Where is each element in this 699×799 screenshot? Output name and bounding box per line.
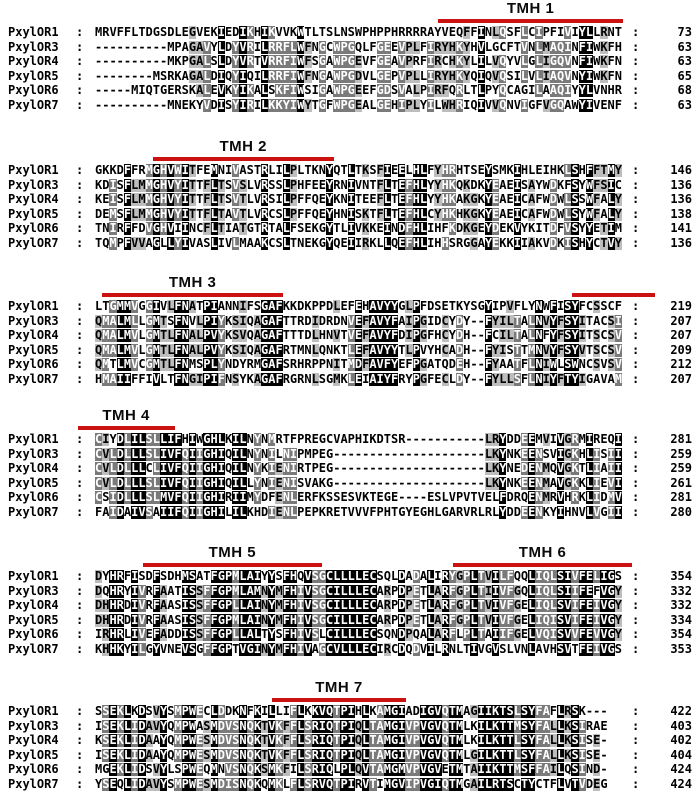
sequence-name: PxylOR1: [8, 299, 59, 313]
tmh-bar: [272, 698, 406, 702]
sequence-name: PxylOR5: [8, 206, 59, 221]
sequence-name: PxylOR6: [8, 490, 59, 505]
sequence-name: PxylOR7: [8, 97, 59, 112]
sequence-name: PxylOR5: [8, 342, 59, 357]
separator-colon: :: [76, 371, 84, 386]
separator-colon: :: [632, 371, 640, 386]
separator-colon: :: [76, 206, 84, 221]
alignment-row: [0, 357, 699, 371]
residue-count: 354: [670, 569, 692, 583]
separator-colon: :: [76, 627, 84, 642]
tmh-label: TMH 5: [208, 544, 257, 561]
alignment-row: [0, 236, 699, 250]
tmh-bar: [572, 293, 655, 297]
sequence-name: PxylOR3: [8, 313, 59, 328]
separator-colon: :: [76, 83, 84, 98]
alignment-row: [0, 40, 699, 54]
sequence-name: PxylOR5: [8, 68, 59, 83]
residue-count: 219: [670, 299, 692, 313]
residue-count: 63: [677, 39, 692, 54]
separator-colon: :: [76, 490, 84, 505]
sequence-residues: HMAIIFFIVLTFNGIPIFNSYKAGAFRGRNLSGMKLEIAIYFRYPGFECLDY--FYLLSFLNIYFTYIGAVAM: [95, 371, 622, 386]
separator-colon: :: [632, 583, 640, 598]
sequence-name: PxylOR4: [8, 54, 59, 69]
alignment-row: [0, 627, 699, 641]
residue-count: 281: [670, 432, 692, 446]
residue-count: 281: [670, 490, 692, 505]
residue-count: 209: [670, 342, 692, 357]
sequence-residues: CVLDLLLSLIVFQIIGHIQILNYNILNIPMPEG---------------------LKYNKEENSVIGKHLISII: [95, 446, 622, 461]
tmh-label: TMH 2: [219, 138, 267, 155]
separator-colon: :: [632, 83, 640, 98]
sequence-residues: -----MIQTGERSKALEVKYIKALSKFIWSIGAWPGEEFGDSVALPIRFQRLTLPYQCAGILAAQIYYLVNHR: [95, 83, 622, 98]
separator-colon: :: [632, 299, 640, 313]
sequence-name: PxylOR4: [8, 598, 59, 613]
separator-colon: :: [632, 357, 640, 372]
sequence-residues: KEISFLMMGHVYITTFLTSVTLVRSILPFFQEYKNITEEFLTEFHLYYHKAKGKYEAEICAFWDWLSSWFALY: [95, 192, 622, 207]
residue-count: 207: [670, 313, 692, 328]
sequence-residues: QMALMVLGMTLFNALPVYKSIQAGAFRTMNLQNKTLEFAVYYTLPVYHCADH--FYISTTMNVYFSYVTSCSV: [95, 342, 622, 357]
sequence-residues: QMALMLLGMTSFNVLPIYKSIQAGAFTTRDIDRDNVEFAVYFAIPGIDCYDY--FYILTALNVYFSYITACSI: [95, 313, 622, 328]
residue-count: 212: [670, 357, 692, 372]
sequence-name: PxylOR1: [8, 163, 59, 177]
separator-colon: :: [632, 221, 640, 236]
residue-count: 259: [670, 446, 692, 461]
separator-colon: :: [76, 747, 84, 762]
alignment-row: [0, 221, 699, 235]
sequence-residues: CVLDLLLSLIVFQIIGHIQILLYNIENISVAKG---------------------LKYNKEENMAVGKKLIEVI: [95, 475, 622, 490]
residue-count: 332: [670, 598, 692, 613]
separator-colon: :: [632, 776, 640, 791]
alignment-row: [0, 25, 699, 39]
sequence-name: PxylOR7: [8, 641, 59, 656]
separator-colon: :: [632, 206, 640, 221]
sequence-residues: CVLDLLLCLIVFQIIGHIQILNYKIENIRTPEG---------------------LKYNEDENMQVGKTLIAII: [95, 461, 622, 476]
separator-colon: :: [76, 504, 84, 519]
sequence-name: PxylOR1: [8, 432, 59, 446]
sequence-name: PxylOR7: [8, 371, 59, 386]
residue-count: 73: [677, 25, 692, 39]
sequence-name: PxylOR1: [8, 25, 59, 39]
separator-colon: :: [632, 733, 640, 748]
residue-count: 334: [670, 612, 692, 627]
tmh-bar: [153, 157, 334, 161]
sequence-name: PxylOR3: [8, 446, 59, 461]
alignment-row: [0, 447, 699, 461]
sequence-residues: YSEQLIDAVYSMPWESMDISNQKQMKLFLSRVQTPIRVTIMGVIPVGIQTMGAILRTSCTYCTFLVTVDEG: [95, 776, 608, 791]
sequence-residues: ----------MPAGAVYLDYVRILRRFLWFNGCWPGQLFGEEVPLFIRYHKYHVLGCFTVNLMAQINFIWKFH: [95, 39, 622, 54]
residue-count: 422: [670, 704, 692, 718]
sequence-residues: GKKDFFRMGHVWITFEMNIVASTRLILPLTKNYQTLTKSFIEELHLFYHRHTSEYSMKIHLEIHKLSHFFTMY: [95, 163, 622, 177]
residue-count: 280: [670, 504, 692, 519]
sequence-name: PxylOR4: [8, 461, 59, 476]
alignment-row: [0, 777, 699, 791]
tmh-label: TMH 1: [506, 0, 555, 17]
residue-count: 353: [670, 641, 692, 656]
separator-colon: :: [76, 612, 84, 627]
sequence-residues: CSIDLLLSLMVFQIIGHIRIIMYDFENLERFKSSESVKTEGE----ESLVPVTVELFDRQENMRVHRKLIDMV: [95, 490, 622, 505]
sequence-residues: IRHRLIVEFADDISSFFGPLLALTYSFHIVSLCILLLECSQNDPQALARFLPLTAIIFGELVQISVVFEVVGY: [95, 627, 622, 642]
separator-colon: :: [632, 313, 640, 328]
residue-count: 207: [670, 371, 692, 386]
sequence-residues: MGEKLIDSVYLSPWEQMNVSNQKSMKFILSRIQLPLQVTAMGMVPVGVETMTAIIKTTMSFFAILQSIND-: [95, 762, 608, 777]
sequence-name: PxylOR6: [8, 221, 59, 236]
separator-colon: :: [76, 704, 84, 718]
separator-colon: :: [76, 342, 84, 357]
alignment-row: [0, 54, 699, 68]
separator-colon: :: [632, 490, 640, 505]
separator-colon: :: [76, 68, 84, 83]
alignment-row: [0, 719, 699, 733]
sequence-residues: SSEKLKDSVYSMPWECLDDKNFKILLIFLKKVQTPIHLKAMGIADIGVQTMAGIIKTSLSYFAFLRSK---: [95, 704, 608, 718]
residue-count: 136: [670, 235, 692, 250]
tmh-bar: [438, 19, 622, 23]
separator-colon: :: [76, 54, 84, 69]
tmh-label: TMH 4: [102, 407, 150, 424]
separator-colon: :: [76, 39, 84, 54]
residue-count: 354: [670, 627, 692, 642]
sequence-name: PxylOR3: [8, 39, 59, 54]
alignment-row: [0, 163, 699, 177]
separator-colon: :: [632, 475, 640, 490]
alignment-row: [0, 569, 699, 583]
separator-colon: :: [76, 299, 84, 313]
separator-colon: :: [632, 25, 640, 39]
sequence-residues: FAIDAIVSAIIFQIIGHILILKHDIENLPEPKRETVVVFPHTGYEGHLGARVRLRLYDDEENKYIHNVLVGII: [95, 504, 622, 519]
residue-count: 424: [670, 762, 692, 777]
separator-colon: :: [76, 598, 84, 613]
separator-colon: :: [76, 97, 84, 112]
alignment-row: [0, 476, 699, 490]
alignment-row: [0, 461, 699, 475]
sequence-residues: DQHRYIVRFAATISSFFGPMLAMNYMFHIVSGCILLLECARPDPETLARFGPLTIIVFGQLIQLSIIFEFVGY: [95, 583, 622, 598]
separator-colon: :: [632, 504, 640, 519]
separator-colon: :: [76, 357, 84, 372]
alignment-row: [0, 98, 699, 112]
alignment-row: [0, 178, 699, 192]
residue-count: 136: [670, 192, 692, 207]
tmh-label: TMH 3: [168, 274, 217, 291]
separator-colon: :: [76, 328, 84, 343]
separator-colon: :: [632, 235, 640, 250]
separator-colon: :: [76, 25, 84, 39]
separator-colon: :: [76, 569, 84, 583]
separator-colon: :: [632, 641, 640, 656]
alignment-row: [0, 762, 699, 776]
residue-count: 207: [670, 328, 692, 343]
sequence-residues: KHHKYILGYVNEVSGFFGPTVGINYMFHIVAGCVLLLECIRCDQDVILRNLTIVGVSLVNLAVHSVTFEIVGS: [95, 641, 622, 656]
separator-colon: :: [76, 762, 84, 777]
separator-colon: :: [76, 583, 84, 598]
separator-colon: :: [76, 235, 84, 250]
residue-count: 424: [670, 776, 692, 791]
sequence-name: PxylOR6: [8, 627, 59, 642]
alignment-row: [0, 613, 699, 627]
residue-count: 68: [677, 83, 692, 98]
sequence-residues: DHHRDIVRFAASISSFFGPLLAINYMFHIVSGCILLLECARPDPETLARFGPLTVIVFGELIQLSVIFEIVGY: [95, 598, 622, 613]
residue-count: 402: [670, 733, 692, 748]
separator-colon: :: [632, 718, 640, 733]
sequence-residues: LTGMMVGGIVLFNATPIANNIFSGAFKKDKPPDLEFEHAVYYGLPFDSETKYSGYIPVFLYNWFISYFCSSCF: [95, 299, 622, 313]
residue-count: 136: [670, 177, 692, 192]
sequence-name: PxylOR3: [8, 718, 59, 733]
residue-count: 261: [670, 475, 692, 490]
sequence-name: PxylOR1: [8, 704, 59, 718]
alignment-row: [0, 192, 699, 206]
separator-colon: :: [76, 641, 84, 656]
separator-colon: :: [632, 432, 640, 446]
residue-count: 141: [670, 221, 692, 236]
sequence-name: PxylOR3: [8, 177, 59, 192]
separator-colon: :: [632, 97, 640, 112]
sequence-name: PxylOR7: [8, 776, 59, 791]
tmh-label: TMH 7: [315, 679, 363, 696]
separator-colon: :: [632, 446, 640, 461]
sequence-residues: TQMPFVVAGLLYIVASLIVLMAAKCSLTNEKGYQEIIRKLLQEFHLIHHSRGGAYEKKIIAKVDKISHYCTVY: [95, 235, 622, 250]
sequence-name: PxylOR7: [8, 235, 59, 250]
residue-count: 65: [677, 68, 692, 83]
separator-colon: :: [632, 627, 640, 642]
separator-colon: :: [632, 612, 640, 627]
sequence-residues: DYHRFISDFSDHMSATFGPMLAIYYSFHQVSGCLLLLECSQLDADALIRYGPLTVILFQQLIQLSIVFELIGS: [95, 569, 622, 583]
sequence-name: PxylOR6: [8, 762, 59, 777]
sequence-residues: ISEKLIDAAYQMPWESMDVSNQKTVKFFLSRIQTPIQLTAMGIVPVGVQTMLGILKTTLSYFALLKSISE-: [95, 747, 608, 762]
tmh-bar: [78, 426, 175, 430]
alignment-row: [0, 598, 699, 612]
separator-colon: :: [632, 177, 640, 192]
separator-colon: :: [632, 163, 640, 177]
separator-colon: :: [76, 475, 84, 490]
separator-colon: :: [632, 39, 640, 54]
sequence-name: PxylOR6: [8, 357, 59, 372]
separator-colon: :: [76, 461, 84, 476]
alignment-row: [0, 748, 699, 762]
sequence-residues: ----------MKPGALSLDYVRTVRRFIWFSGAWPGEVFGEAVPRFIRCHKYLILVQYVLGLIGQVNFIWKFN: [95, 54, 622, 69]
sequence-name: PxylOR6: [8, 83, 59, 98]
sequence-name: PxylOR5: [8, 747, 59, 762]
alignment-row: [0, 490, 699, 504]
separator-colon: :: [76, 718, 84, 733]
alignment-row: [0, 207, 699, 221]
separator-colon: :: [76, 446, 84, 461]
sequence-name: PxylOR1: [8, 569, 59, 583]
separator-colon: :: [632, 68, 640, 83]
sequence-name: PxylOR5: [8, 612, 59, 627]
tmh-label: TMH 6: [518, 544, 567, 561]
residue-count: 259: [670, 461, 692, 476]
separator-colon: :: [76, 733, 84, 748]
separator-colon: :: [632, 342, 640, 357]
tmh-bar: [102, 293, 283, 297]
separator-colon: :: [76, 192, 84, 207]
sequence-name: PxylOR7: [8, 504, 59, 519]
separator-colon: :: [632, 192, 640, 207]
sequence-residues: DHHRDIVRFAASISSFFGPMLAINYMFHIVSGCILLLECARPDPETLARFGPLTVIVFGELIQISVIFEIVGY: [95, 612, 622, 627]
tmh-bar: [453, 563, 632, 567]
alignment-row: [0, 505, 699, 519]
separator-colon: :: [76, 776, 84, 791]
separator-colon: :: [632, 762, 640, 777]
sequence-residues: QMALMVLGMTLFNALPVYKSVQAGAFTTTDLHNVTVEFAVYFDIPGFHCYDH--FCILTALNFYFSYITSCSV: [95, 328, 622, 343]
sequence-residues: ----------MNEKYVDISYIRILKKYIWYTGFWPGEALGEHIPLYILWHRIQIVVQNVIGFVGQAWYIVENF: [95, 97, 622, 112]
residue-count: 63: [677, 54, 692, 69]
sequence-residues: TNIRFFDVGHVIINCFLTIATGTRTALFSEKGYTLIVKKEINDFHLIHFKDKGEYDEKVYKITDFVSYYETIM: [95, 221, 622, 236]
alignment-row: [0, 328, 699, 342]
separator-colon: :: [76, 432, 84, 446]
sequence-residues: QMTLMVCGMTLFNMSPLYNDYRMGAFSRHRPPNITMDFAVFYEFPGATQDEH--FYAATFLNIWLSWNCSVSV: [95, 357, 622, 372]
residue-count: 138: [670, 206, 692, 221]
tmh-bar: [143, 563, 322, 567]
separator-colon: :: [632, 569, 640, 583]
sequence-residues: DEMSFLMMGHVYITTFLTAVTLVRCSLPFFQEYHNISKTFLTEFHLCYHKHKGKYEAEICAFWDWLSYWFALY: [95, 206, 622, 221]
alignment-row: [0, 372, 699, 386]
alignment-row: [0, 299, 699, 313]
separator-colon: :: [632, 461, 640, 476]
sequence-name: PxylOR4: [8, 192, 59, 207]
alignment-row: [0, 314, 699, 328]
separator-colon: :: [632, 54, 640, 69]
alignment-row: [0, 69, 699, 83]
sequence-residues: MRVFFLTDGSDLEGVEKIEDIKHIKVVKWTLTSLNSWPHPPHRRRRAYVEQFFINLQSFLCIPFIVIYLLRNT: [95, 25, 622, 39]
separator-colon: :: [632, 704, 640, 718]
separator-colon: :: [76, 163, 84, 177]
separator-colon: :: [76, 177, 84, 192]
residue-count: 146: [670, 163, 692, 177]
alignment-row: [0, 83, 699, 97]
separator-colon: :: [632, 598, 640, 613]
separator-colon: :: [76, 313, 84, 328]
alignment-row: [0, 343, 699, 357]
sequence-name: PxylOR3: [8, 583, 59, 598]
residue-count: 63: [677, 97, 692, 112]
residue-count: 332: [670, 583, 692, 598]
alignment-row: [0, 432, 699, 446]
residue-count: 404: [670, 747, 692, 762]
alignment-row: [0, 733, 699, 747]
sequence-name: PxylOR4: [8, 328, 59, 343]
separator-colon: :: [76, 221, 84, 236]
sequence-residues: KSEKLIDAAYQMPWESMDVSNQKTVKFFLSRIQTPIQLTAMGIVPVGVQTMLKILKTTLSYFALLKSISE-: [95, 733, 608, 748]
separator-colon: :: [632, 747, 640, 762]
sequence-name: PxylOR4: [8, 733, 59, 748]
alignment-row: [0, 704, 699, 718]
alignment-row: [0, 642, 699, 656]
alignment-row: [0, 584, 699, 598]
sequence-name: PxylOR5: [8, 475, 59, 490]
sequence-residues: --------MSRKAGALDIQYIQILRRFIWFNGAWPGDVLGEPVPLLIRYHKYQIQVQSILVLIAQVNYIWKFN: [95, 68, 622, 83]
residue-count: 403: [670, 718, 692, 733]
separator-colon: :: [632, 328, 640, 343]
sequence-residues: ISEKLIDAVYQMPWASMDVSNQKTVKFFLSRIQTPIQLTAMGIVPVGVQTMLKILKTTMSYFALLKSIRAE: [95, 718, 608, 733]
sequence-residues: KDISFLMMGHVYITTFLTSVSLVRSSLPHFEEYRNIVNTFLTEFHLYYHKQKDKYEAEISAYWDKFSYWFSIC: [95, 177, 622, 192]
sequence-residues: CIYDLILSLLIFHIWGHLKILNYNMRTFPREGCVAPHIKDTSR-----------LRYDDEEMVIVGRMIREQI: [95, 432, 622, 446]
